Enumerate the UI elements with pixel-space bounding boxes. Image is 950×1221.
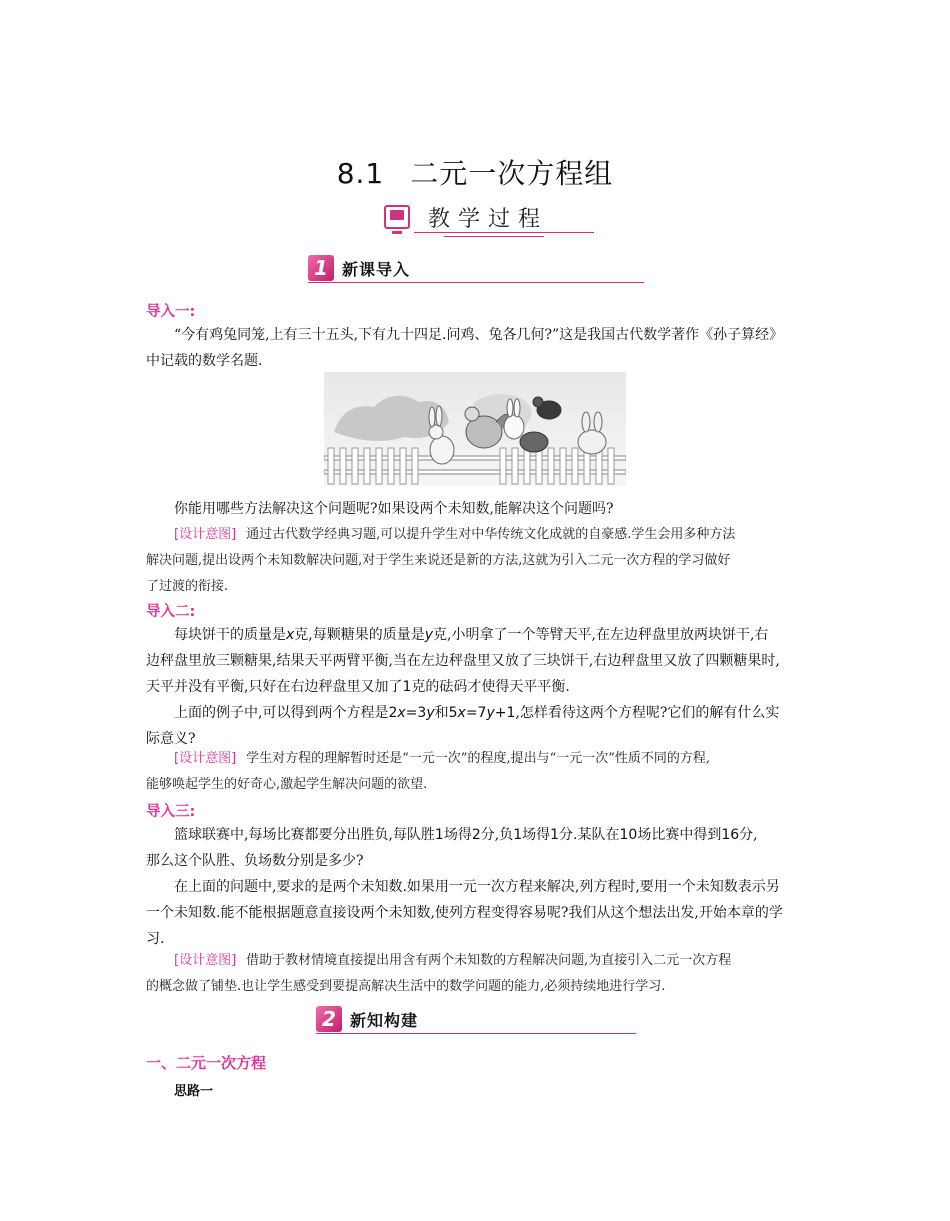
text-line: 际意义? bbox=[146, 731, 196, 747]
section-number-badge: 2 bbox=[316, 1006, 342, 1032]
text-span: 上面的例子中,可以得到两个方程是 bbox=[174, 705, 389, 721]
text-line: 能够唤起学生的好奇心,激起学生解决问题的欲望. bbox=[146, 777, 428, 792]
intro2-design-intent bbox=[146, 746, 810, 798]
section-header-2 bbox=[316, 1006, 636, 1036]
number: 16 bbox=[721, 827, 740, 843]
design-intent-tag: [设计意图] bbox=[174, 527, 237, 542]
section-label: 新课导入 bbox=[342, 260, 411, 279]
part1-heading: 一、二元一次方程 bbox=[146, 1054, 267, 1072]
text-line: 的概念做了铺垫.也让学生感受到要提高解决生活中的数学问题的能力,必须持续地进行学习. bbox=[146, 979, 666, 994]
text-line: 借助于教材情境直接提出用含有两个未知数的方程解决问题,为直接引入二元一次方程 bbox=[246, 953, 732, 968]
text-span: 和 bbox=[434, 705, 449, 721]
number: 1 bbox=[402, 679, 412, 695]
text-span: 克,小明拿了一个等臂天平,在左边秤盘里放两块饼干,右 bbox=[433, 627, 769, 643]
text-span: 分.某队在 bbox=[559, 827, 620, 843]
number: 2 bbox=[471, 827, 481, 843]
text-line: 中记载的数学名题. bbox=[146, 353, 263, 369]
var-y: y bbox=[424, 627, 434, 643]
title-text: 二元一次方程组 bbox=[410, 157, 614, 190]
chicken-rabbit-illustration bbox=[324, 372, 626, 486]
text-span: 分, bbox=[739, 827, 758, 843]
text-line: 边秤盘里放三颗糖果,结果天平两臂平衡,当在左边秤盘里又放了三块饼干,右边秤盘里又放了四颗糖果时, bbox=[146, 653, 780, 669]
number: 1 bbox=[434, 827, 444, 843]
page-title bbox=[0, 152, 950, 192]
text-line: 学生对方程的理解暂时还是“一元一次”的程度,提出与“一元一次”性质不同的方程, bbox=[246, 751, 711, 766]
section-header-1 bbox=[308, 255, 644, 285]
text-line: 了过渡的衔接. bbox=[146, 579, 229, 594]
text-span: 场比赛中得到 bbox=[637, 827, 722, 843]
number: 10 bbox=[619, 827, 638, 843]
title-number: 8.1 bbox=[336, 157, 385, 190]
var-x: x bbox=[286, 627, 295, 643]
equation-2: 5x=7y+1 bbox=[448, 705, 516, 721]
text-span: 场得 bbox=[522, 827, 551, 843]
intro1-heading: 导入一: bbox=[146, 304, 196, 320]
intro3-design-intent bbox=[146, 948, 810, 1000]
intro3-paragraph bbox=[146, 822, 810, 952]
intro3-heading: 导入三: bbox=[146, 804, 196, 820]
approach-label: 思路一 bbox=[174, 1084, 214, 1099]
text-span: 分,负 bbox=[480, 827, 514, 843]
text-span: 天平并没有平衡,只好在右边秤盘里又加了 bbox=[146, 679, 403, 695]
monitor-icon bbox=[384, 205, 410, 229]
banner-label: 教学过程 bbox=[428, 207, 549, 232]
intro2-heading: 导入二: bbox=[146, 604, 196, 620]
equation-1: 2x=3y bbox=[388, 705, 435, 721]
text-line: 在上面的问题中,要求的是两个未知数.如果用一元一次方程来解决,列方程时,要用一个未知数表示另 bbox=[174, 879, 780, 895]
text-line: 那么这个队胜、负场数分别是多少? bbox=[146, 853, 364, 869]
text-line: 通过古代数学经典习题,可以提升学生对中华传统文化成就的自豪感.学生会用多种方法 bbox=[246, 527, 736, 542]
intro1-paragraph bbox=[146, 322, 810, 374]
text-line: 解决问题,提出设两个未知数解决问题,对于学生来说还是新的方法,这就为引入二元一次方程的学习做好 bbox=[146, 553, 731, 568]
text-span: 篮球联赛中,每场比赛都要分出胜负,每队胜 bbox=[174, 827, 435, 843]
text-span: 克,每颗糖果的质量是 bbox=[294, 627, 425, 643]
text-span: 克的砝码才使得天平平衡. bbox=[411, 679, 570, 695]
teaching-process-banner bbox=[384, 202, 596, 238]
text-span: 场得 bbox=[443, 827, 472, 843]
section-label: 新知构建 bbox=[350, 1011, 419, 1030]
text-span: ,怎样看待这两个方程呢?它们的解有什么实 bbox=[515, 705, 780, 721]
text-line: 习. bbox=[146, 931, 165, 947]
number: 1 bbox=[513, 827, 523, 843]
design-intent-tag: [设计意图] bbox=[174, 953, 237, 968]
intro1-question: 你能用哪些方法解决这个问题呢?如果设两个未知数,能解决这个问题吗? bbox=[174, 501, 614, 517]
text-span: 每块饼干的质量是 bbox=[174, 627, 286, 643]
number: 1 bbox=[550, 827, 560, 843]
intro2-paragraph bbox=[146, 622, 810, 752]
section-number-badge: 1 bbox=[308, 255, 334, 281]
text-line: 一个未知数.能不能根据题意直接设两个未知数,使列方程变得容易呢?我们从这个想法出发,开始本章的学 bbox=[146, 905, 783, 921]
design-intent-tag: [设计意图] bbox=[174, 751, 237, 766]
text-line: “今有鸡兔同笼,上有三十五头,下有九十四足.问鸡、兔各几何?”这是我国古代数学著作《孙子算经》 bbox=[174, 327, 784, 343]
intro1-design-intent bbox=[146, 522, 810, 600]
